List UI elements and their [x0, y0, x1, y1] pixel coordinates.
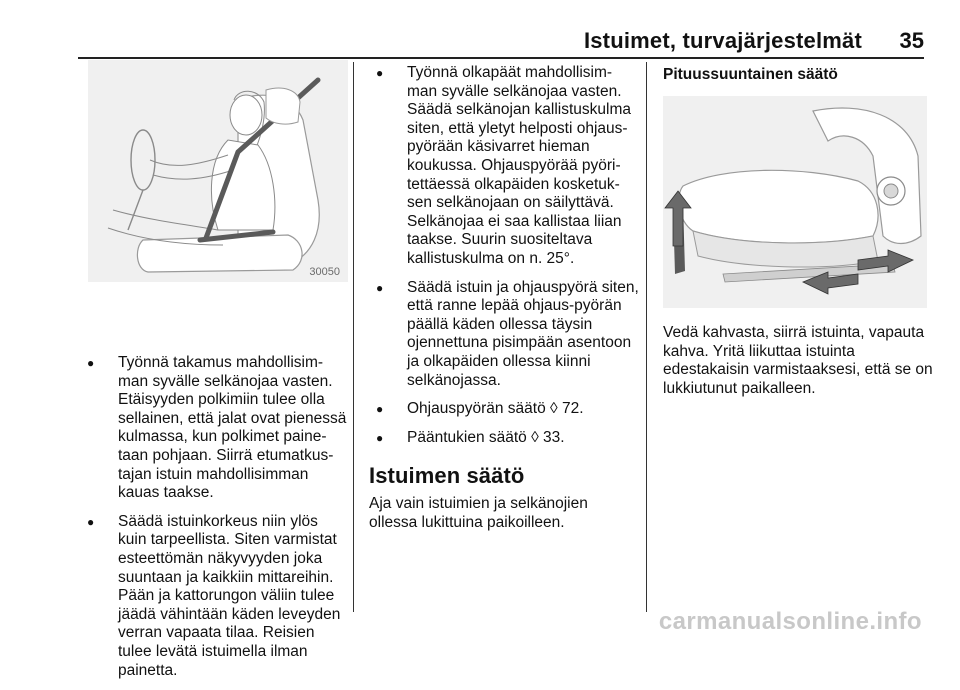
bullet-item: ● Pääntukien säätö ◊ 33.: [369, 429, 639, 448]
column-2: [369, 60, 639, 532]
driver-seating-illustration: [88, 60, 348, 282]
bullet-list-col1: [80, 354, 348, 680]
seat-adjustment-illustration: [663, 96, 927, 308]
page-number: 35: [899, 28, 924, 53]
instruction-text: Vedä kahvasta, siirrä istuinta, vapauta kahva. Yritä liikuttaa istuinta edestakaisin varmistaaksesi, että se on lukkiutunut paikalleen.: [663, 324, 933, 397]
bullet-item: ● Työnnä takamus mahdollisim-man syvälle selkänojaa vasten. Etäisyyden polkimiin tulee olla sellainen, että jalat ovat pienessä kulmassa, kun polkimet paine-taan pohjaan. Siirrä etumatkus-tajan istuin mahdollisimman kauas taakse.: [80, 354, 348, 503]
column-3: [663, 60, 933, 398]
section-text: Aja vain istuimien ja selkänojien ollessa lukittuina paikoilleen.: [369, 495, 588, 531]
column-divider-2: [646, 62, 647, 612]
sub-heading: Pituussuuntainen säätö: [663, 66, 838, 83]
page-header-title: Istuimet, turvajärjestelmät: [583, 28, 862, 53]
bullet-item: ● Säädä istuin ja ohjauspyörä siten, että ranne lepää ohjaus-pyörän päällä käden ollessa täysin ojennettuna pisimpään asentoon ja olkapäiden ollessa kiinni selkänojassa.: [369, 279, 639, 391]
figure-code: 30050: [309, 266, 340, 278]
seat-lever-drawing: [663, 96, 927, 308]
section-heading: Istuimen säätö: [369, 463, 525, 489]
driver-seat-drawing: [88, 60, 348, 282]
column-divider-1: [353, 62, 354, 612]
bullet-list-col2: [369, 64, 639, 447]
bullet-item: ● Ohjauspyörän säätö ◊ 72.: [369, 400, 639, 419]
bullet-item: ● Säädä istuinkorkeus niin ylös kuin tarpeellista. Siten varmistat esteettömän näkyvyyden joka suuntaan ja kaikkiin mittareihin. Pään ja kattorungon väliin tulee jäädä vähintään käden leveyden verran vapaata tilaa. Reisien tulee levätä istuimella ilman painetta.: [80, 513, 348, 680]
column-1: [80, 60, 348, 690]
bullet-item: ● Työnnä olkapäät mahdollisim-man syvälle selkänojaa vasten. Säädä selkänojan kallistuskulma siten, että yletyt helposti ohjaus-pyörään käsivarret hieman koukussa. Ohjauspyörää pyöri-tettäessä olkapäiden kosketuk-sen selkänojaan on säilyttävä. Selkänojaa ei saa kallistaa liian taakse. Suurin suositeltava kallistuskulma on n. 25°.: [369, 64, 639, 269]
watermark: carmanualsonline.info: [658, 608, 922, 635]
header-rule: [78, 57, 924, 59]
